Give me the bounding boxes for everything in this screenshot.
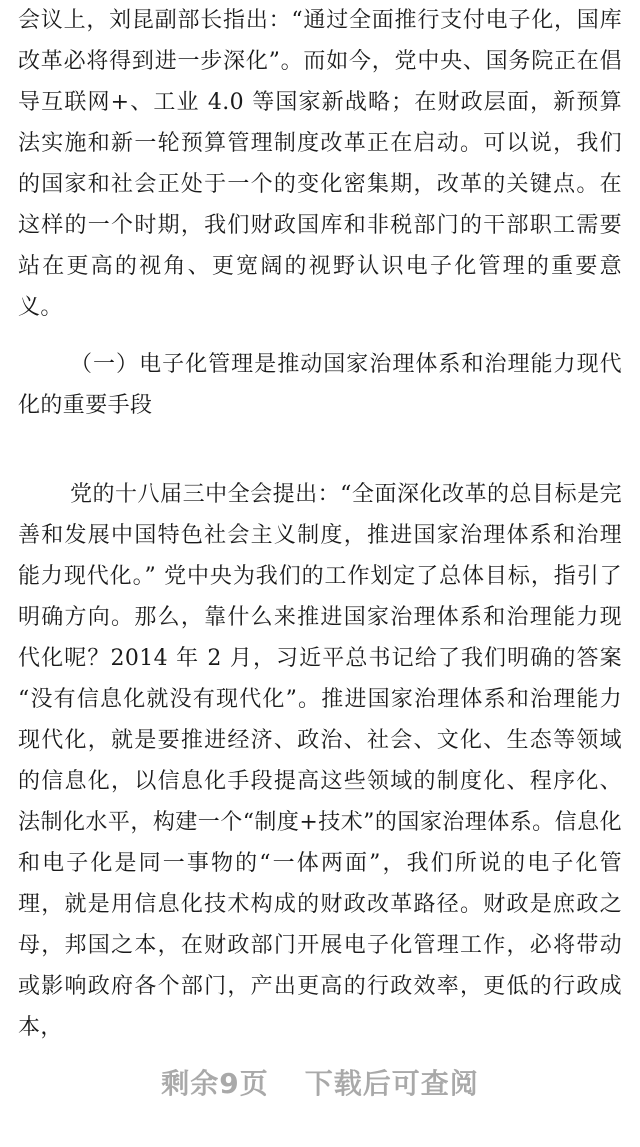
body-paragraph-2: 党的十八届三中全会提出：“全面深化改革的总目标是完善和发展中国特色社会主义制度，推进国家治理体系和治理能力现代化。” 党中央为我们的工作划定了总体目标，指引了明确方向。那么，靠什么来推进国家治理体系和治理能力现代化呢？2014 年 2 月，习近平总书记给了我们明确的答案 “没有信息化就没有现代化”。推进国家治理体系和治理能力现代化，就是要推进经济、政治、社会、文化、生态等领域的信息化，以信息化手段提高这些领域的制度化、程序化、法制化水平，构建一个“制度+技术”的国家治理体系。信息化和电子化是同一事物的“一体两面”，我们所说的电子化管理，就是用信息化技术构成的财政改革路径。财政是庶政之母，邦国之本，在财政部门开展电子化管理工作，必将带动或影响政府各个部门，产出更高的行政效率，更低的行政成本， [18, 482, 622, 1040]
body-paragraph-1: 会议上，刘昆副部长指出：“通过全面推行支付电子化，国库改革必将得到进一步深化”。而如今，党中央、国务院正在倡导互联网+、工业 4.0 等国家新战略；在财政层面，新预算法实施和新一轮预算管理制度改革正在启动。可以说，我们的国家和社会正处于一个的变化密集期，改革的关键点。在这样的一个时期，我们财政国库和非税部门的干部职工需要站在更高的视角、更宽阔的视野认识电子化管理的重要意义。 [18, 8, 622, 320]
download-to-view-link[interactable]: 下载后可查阅 [304, 1067, 479, 1100]
remaining-pages-label: 剩余9页 [161, 1067, 269, 1100]
download-banner[interactable] [0, 1062, 640, 1102]
section-heading: （一）电子化管理是推动国家治理体系和治理能力现代化的重要手段 [18, 352, 622, 418]
